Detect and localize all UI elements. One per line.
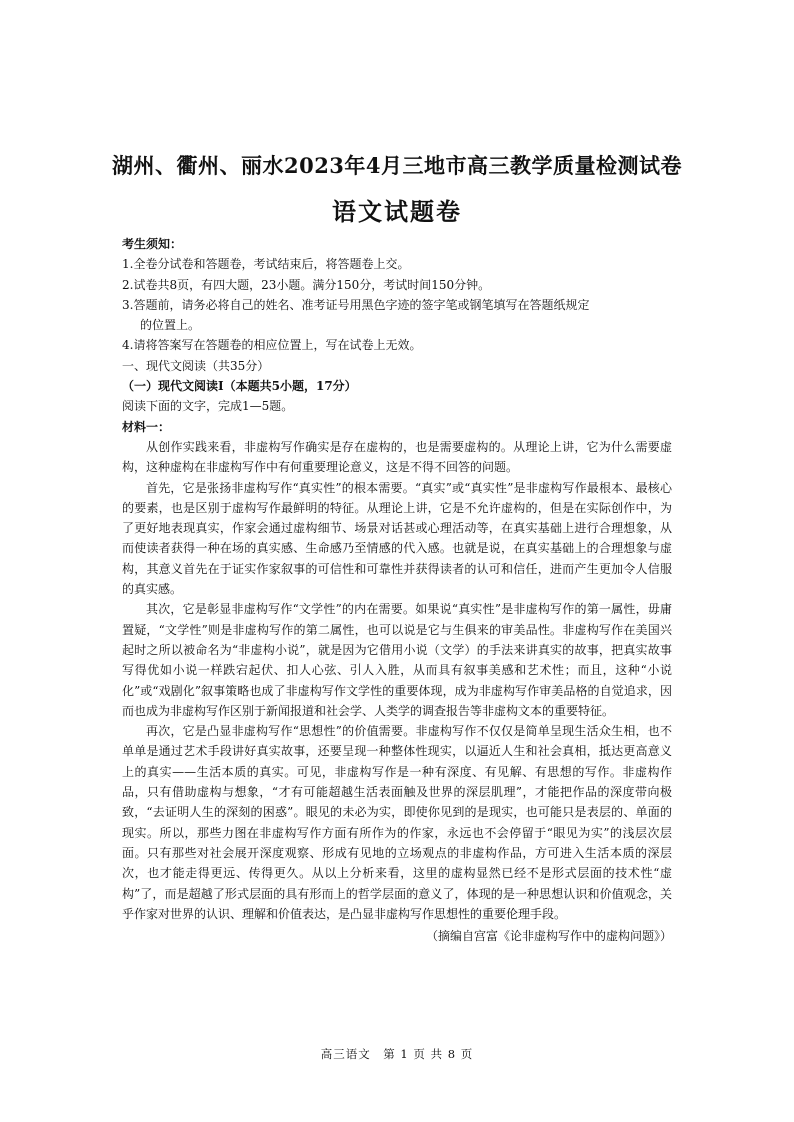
subject-title: 语文试题卷 [332,197,462,226]
material-label: 材料一： [122,419,171,434]
article-source: （摘编自宫富《论非虚构写作中的虚构问题》） [425,929,672,944]
notice-item: 1.全卷分试卷和答题卷，考试结束后，将答题卷上交。 [122,257,410,272]
notice-item: 4.请将答案写在答题卷的相应位置上，写在试卷上无效。 [122,338,422,353]
notice-item-continuation: 的位置上。 [140,318,201,333]
exam-title: 湖州、衢州、丽水2023年4月三地市高三教学质量检测试卷 [111,153,683,178]
page-content [122,234,672,946]
article-paragraph: 其次，它是彰显非虚构写作“文学性”的内在需要。如果说“真实性”是非虚构写作的第一属性，毋庸置疑，“文学性”则是非虚构写作的第二属性，也可以说是它与生俱来的审美品性。非虚构写作在美国兴起时之所以被命名为“非虚构小说”，就是因为它借用小说（文学）的手法来讲真实的故事，把真实故事写得优如小说一样跌宕起伏、扣人心弦、引人入胜，从而具有叙事美感和艺术性；而且，这种“小说化”或“戏剧化”叙事策略也成了非虚构写作文学性的重要体现，成为非虚构写作审美品格的自觉追求，因而也成为非虚构写作区别于新闻报道和社会学、人类学的调查报告等非虚构文本的重要特征。 [122,602,672,718]
article-paragraph: 从创作实践来看，非虚构写作确实是存在虚构的，也是需要虚构的。从理论上讲，它为什么需要虚构，这种虚构在非虚构写作中有何重要理论意义，这是不得不回答的问题。 [122,439,672,475]
section-subheading: （一）现代文阅读Ⅰ（本题共5小题，17分） [122,379,357,394]
reading-instruction: 阅读下面的文字，完成1—5题。 [122,399,294,414]
notice-item: 2.试卷共8页，有四大题，23小题。满分150分，考试时间150分钟。 [122,277,491,292]
notice-item: 3.答题前，请务必将自己的姓名、准考证号用黑色字迹的签字笔或钢笔填写在答题纸规定 [122,297,590,312]
notice-heading: 考生须知： [122,237,183,251]
page-footer: 高三语文 第 1 页 共 8 页 [320,1047,474,1061]
article-paragraph: 再次，它是凸显非虚构写作“思想性”的价值需要。非虚构写作不仅仅是简单呈现生活众生相，也不单单是通过艺术手段讲好真实故事，还要呈现一种整体性现实，以逼近人生和社会真相，抵达更高意义上的真实——生活本质的真实。可见，非虚构写作是一种有深度、有见解、有思想的写作。非虚构作品，只有借助虚构与想象，“才有可能超越生活表面触及世界的深层肌理”，才能把作品的深度带向极致，“去证明人生的深刻的困惑”。眼见的未必为实，即使你见到的是现实，也可能只是表层的、单面的现实。所以，那些力图在非虚构写作方面有所作为的作家，永远也不会停留于“眼见为实”的浅层次层面。只有那些对社会展开深度观察、形成有见地的立场观点的非虚构作品，方可进入生活本质的深层次，也才能走得更远、传得更久。从以上分析来看，这里的虚构显然已经不是形式层面的技术性“虚构”了，而是超越了形式层面的具有形而上的哲学层面的意义了，体现的是一种思想认识和价值观念，关乎作家对世界的认识、理解和价值表达，是凸显非虚构写作思想性的重要伦理手段。 [122,724,672,921]
section-heading: 一、现代文阅读（共35分） [122,358,270,373]
article-paragraph: 首先，它是张扬非虚构写作“真实性”的根本需要。“真实”或“真实性”是非虚构写作最根本、最核心的要素，也是区别于虚构写作最鲜明的特征。从理论上讲，它是不允许虚构的，但是在实际创作中，为了更好地表现真实，作家会通过虚构细节、场景对话甚或心理活动等，在真实基础上进行合理想象，从而使读者获得一种在场的真实感、生命感乃至情感的代入感。也就是说，在真实基础上的合理想象与虚构，其意义首先在于证实作家叙事的可信性和可靠性并获得读者的认可和信任，进而产生更加令人信服的真实感。 [122,480,672,597]
